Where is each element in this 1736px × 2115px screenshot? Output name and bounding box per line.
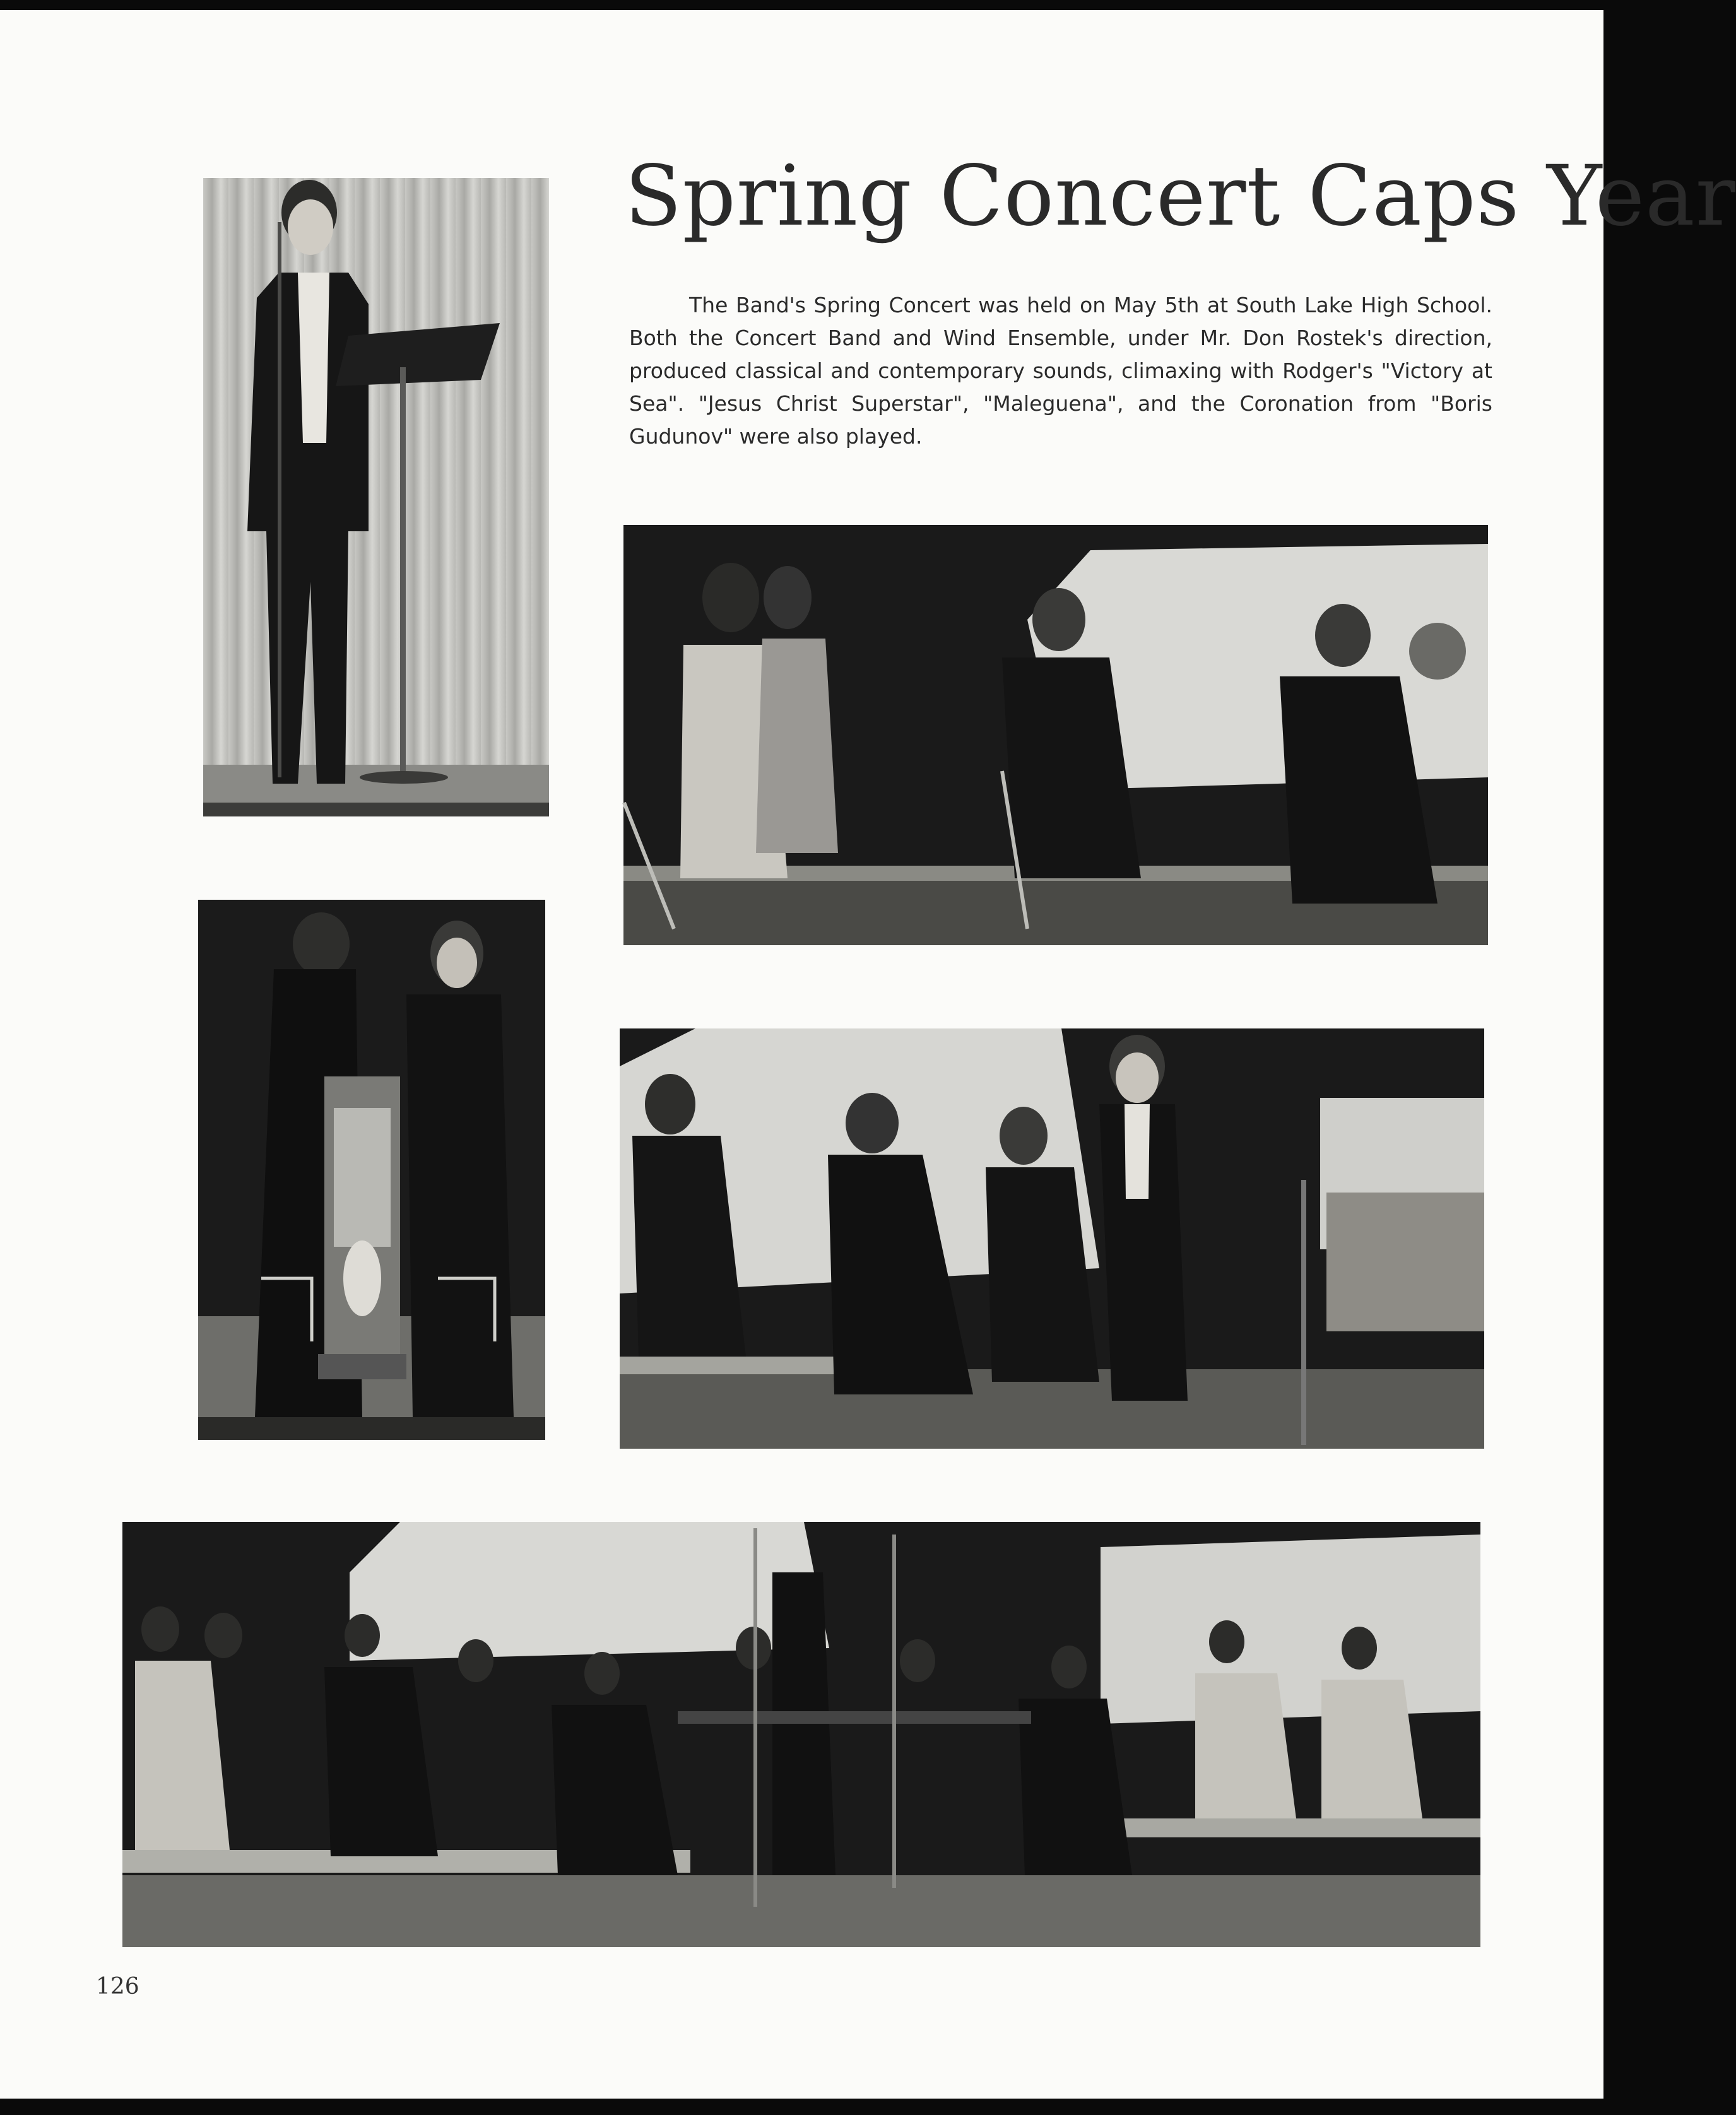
page-title: Spring Concert Caps Year [625, 148, 1736, 245]
article-body: The Band's Spring Concert was held on May 5th at South Lake High School. Both the Concert Band and Wind Ensemble, under Mr. Don Rostek's direction, produced classical and contemporary sounds, climaxing with Rodger's "Victory at Sea". "Jesus Christ Superstar", "Maleguena", and the Coronation from "Boris Gudunov" were also played. [629, 293, 1492, 449]
trophy-presentation-photo [198, 900, 545, 1440]
page-number: 126 [96, 1974, 139, 2000]
conductor-with-band-photo [620, 1028, 1484, 1449]
band-seated-section-photo [623, 525, 1488, 945]
speaker-at-podium-photo [203, 178, 549, 816]
full-band-panorama-photo [122, 1522, 1480, 1947]
yearbook-page [0, 10, 1736, 2099]
